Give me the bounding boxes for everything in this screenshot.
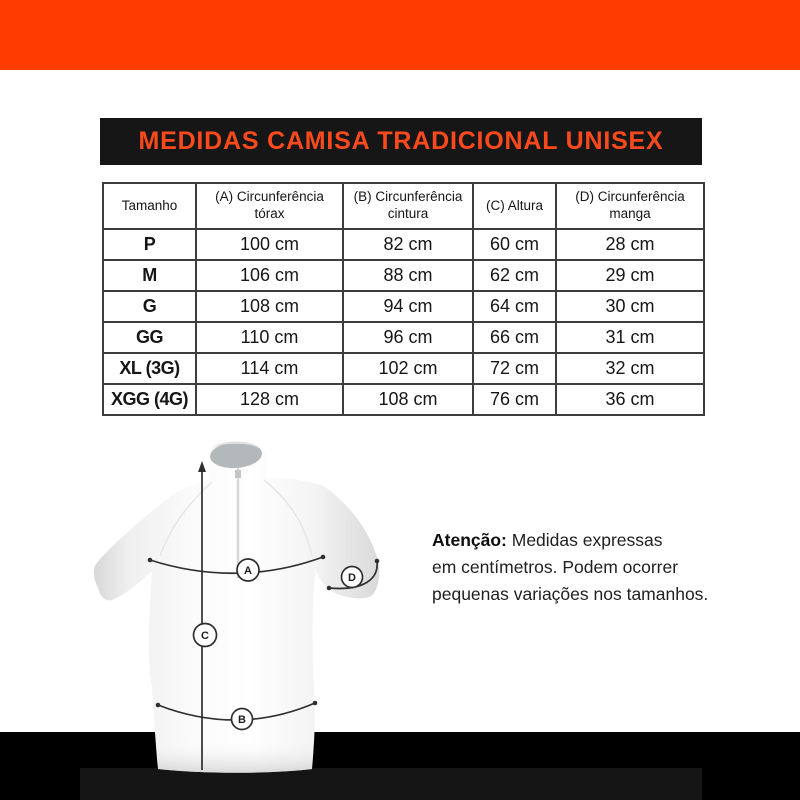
height-label-badge	[194, 624, 217, 647]
measure-value: 66 cm	[473, 322, 556, 353]
size-label: XGG (4G)	[103, 384, 196, 415]
table-body	[103, 229, 704, 415]
measure-value: 108 cm	[343, 384, 473, 415]
measure-value: 88 cm	[343, 260, 473, 291]
note-lead: Atenção:	[432, 530, 507, 550]
table-header-row	[103, 183, 704, 229]
chest-label-badge	[237, 559, 259, 581]
top-orange-band	[0, 0, 800, 70]
attention-note	[432, 527, 772, 608]
measure-value: 108 cm	[196, 291, 343, 322]
measure-value: 94 cm	[343, 291, 473, 322]
column-header-cintura: (B) Circunferência cintura	[343, 183, 473, 229]
size-label: XL (3G)	[103, 353, 196, 384]
measure-value: 32 cm	[556, 353, 704, 384]
measure-value: 60 cm	[473, 229, 556, 260]
measure-value: 31 cm	[556, 322, 704, 353]
measure-value: 106 cm	[196, 260, 343, 291]
column-header-altura: (C) Altura	[473, 183, 556, 229]
measure-value: 30 cm	[556, 291, 704, 322]
column-header-tamanho: Tamanho	[103, 183, 196, 229]
sleeve-label-badge	[342, 567, 363, 588]
table-row	[103, 291, 704, 322]
size-label: G	[103, 291, 196, 322]
note-line-3: pequenas variações nos tamanhos.	[432, 584, 709, 604]
size-label: M	[103, 260, 196, 291]
page-title: MEDIDAS CAMISA TRADICIONAL UNISEX	[138, 127, 664, 155]
measure-value: 72 cm	[473, 353, 556, 384]
sleeve-label: D	[348, 572, 356, 584]
measure-value: 114 cm	[196, 353, 343, 384]
shirt-measurement-diagram	[72, 428, 422, 778]
column-header-manga: (D) Circunferência manga	[556, 183, 704, 229]
waist-label-badge	[232, 709, 253, 730]
measure-value: 110 cm	[196, 322, 343, 353]
size-label: GG	[103, 322, 196, 353]
note-line-2: em centímetros. Podem ocorrer	[432, 557, 679, 577]
height-label: C	[201, 630, 209, 642]
table-row	[103, 260, 704, 291]
measure-value: 62 cm	[473, 260, 556, 291]
measure-value: 64 cm	[473, 291, 556, 322]
measure-value: 102 cm	[343, 353, 473, 384]
measure-value: 28 cm	[556, 229, 704, 260]
table-row	[103, 229, 704, 260]
table-row	[103, 322, 704, 353]
waist-label: B	[238, 714, 246, 726]
title-bar	[100, 118, 702, 165]
measure-value: 36 cm	[556, 384, 704, 415]
chest-label: A	[244, 565, 252, 577]
table-row	[103, 384, 704, 415]
measure-value: 96 cm	[343, 322, 473, 353]
measure-value: 82 cm	[343, 229, 473, 260]
note-line-1: Atenção: Medidas expressas	[432, 530, 663, 550]
size-label: P	[103, 229, 196, 260]
measure-value: 76 cm	[473, 384, 556, 415]
table-row	[103, 353, 704, 384]
size-table	[102, 182, 705, 416]
measure-value: 29 cm	[556, 260, 704, 291]
measure-value: 128 cm	[196, 384, 343, 415]
column-header-torax: (A) Circunferência tórax	[196, 183, 343, 229]
measure-value: 100 cm	[196, 229, 343, 260]
